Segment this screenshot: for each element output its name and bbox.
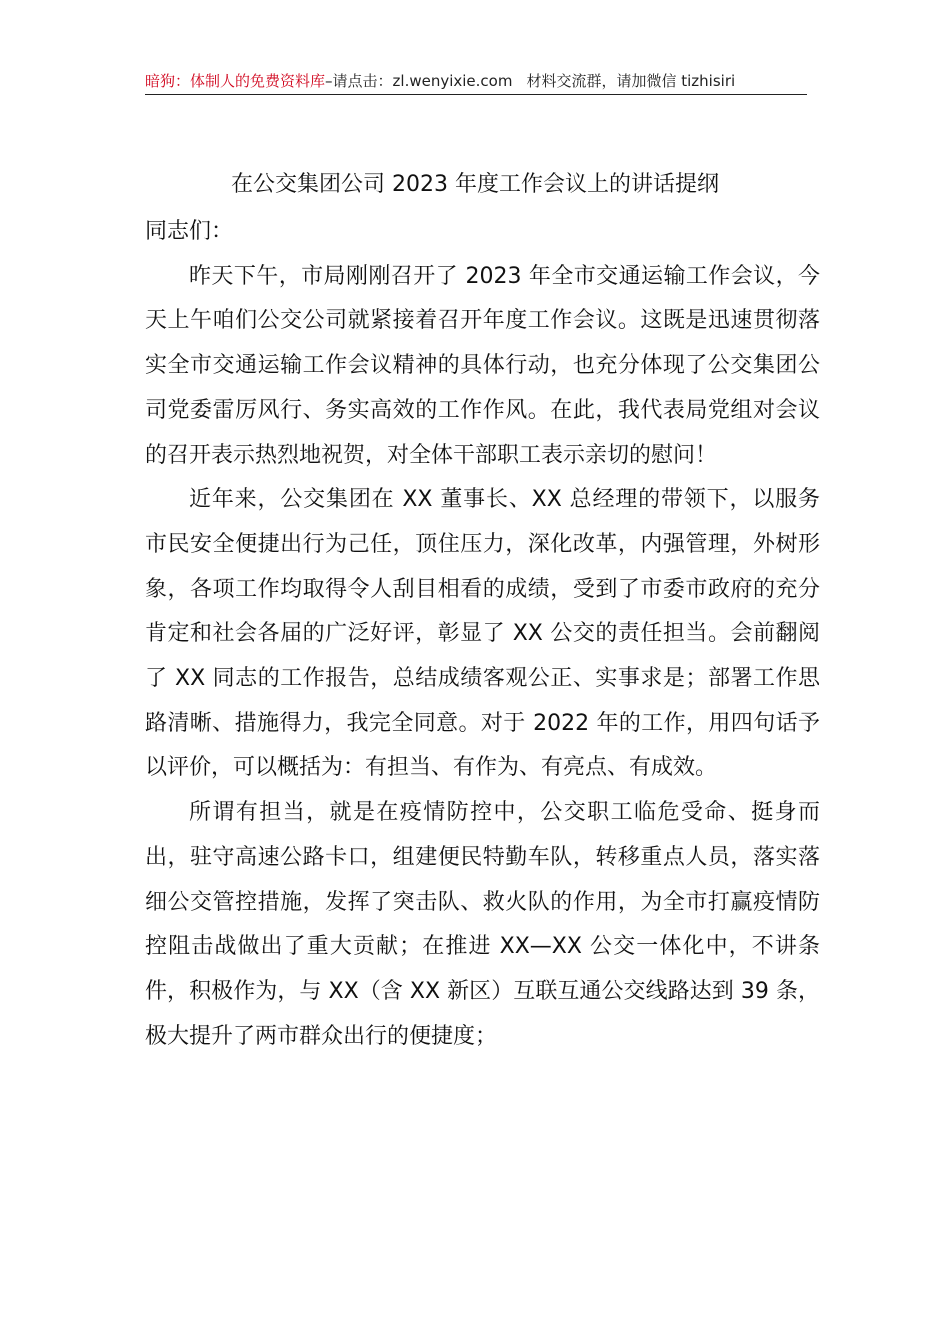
header-contact: 材料交流群，请加微信 tizhisiri: [526, 72, 736, 90]
paragraph: 所谓有担当，就是在疫情防控中，公交职工临危受命、挺身而出，驻守高速公路卡口，组建便民特勤车队，转移重点人员，落实落细公交管控措施，发挥了突击队、救火队的作用，为全市打赢疫情防控阻击战做出了重大贡献；在推进 XX—XX 公交一体化中，不讲条件，积极作为，与 XX（含 XX 新区）互联互通公交线路达到 39 条，极大提升了两市群众出行的便捷度；: [145, 800, 820, 1049]
document-body: [145, 210, 820, 1059]
header-prompt: –请点击：: [325, 72, 393, 90]
site-header: [145, 70, 807, 95]
header-brand: 暗狗：体制人的免费资料库: [145, 72, 326, 90]
header-url-link[interactable]: zl.wenyixie.com: [392, 72, 513, 90]
document-title: 在公交集团公司 2023 年度工作会议上的讲话提纲: [231, 172, 719, 197]
paragraph: 近年来，公交集团在 XX 董事长、XX 总经理的带领下，以服务市民安全便捷出行为己任，顶住压力，深化改革，内强管理，外树形象，各项工作均取得令人刮目相看的成绩，受到了市委市政府的充分肯定和社会各届的广泛好评，彰显了 XX 公交的责任担当。会前翻阅了 XX 同志的工作报告，总结成绩客观公正、实事求是；部署工作思路清晰、措施得力，我完全同意。对于 2022 年的工作，用四句话予以评价，可以概括为：有担当、有作为、有亮点、有成效。: [145, 487, 820, 781]
paragraph: 昨天下午，市局刚刚召开了 2023 年全市交通运输工作会议，今天上午咱们公交公司就紧接着召开年度工作会议。这既是迅速贯彻落实全市交通运输工作会议精神的具体行动，也充分体现了公交集团公司党委雷厉风行、务实高效的工作作风。在此，我代表局党组对会议的召开表示热烈地祝贺，对全体干部职工表示亲切的慰问！: [145, 263, 820, 468]
salutation: 同志们：: [145, 219, 234, 244]
